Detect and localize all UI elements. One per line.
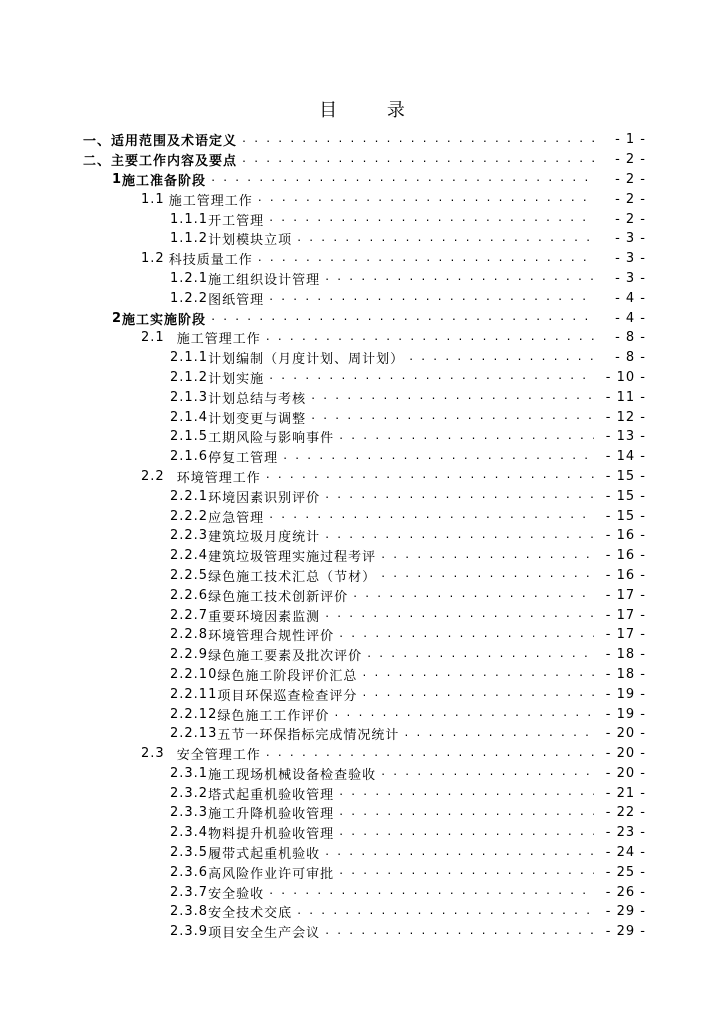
toc-entry-page: - 2 - (615, 152, 646, 168)
toc-dot-leader (268, 213, 594, 225)
table-of-contents (0, 130, 724, 942)
toc-entry-label: 开工管理 (208, 213, 265, 229)
toc-entry-number: 1 (112, 171, 123, 187)
toc-entry-page: - 16 - (605, 567, 646, 583)
toc-entry-page: - 11 - (605, 389, 646, 405)
toc-entry-number: 2.3.4 (170, 825, 209, 841)
toc-entry-label: 安全管理工作 (176, 748, 261, 764)
toc-entry-number: 2.2.2 (170, 508, 209, 524)
toc-entry[interactable] (0, 526, 724, 546)
toc-entry-page: - 29 - (605, 924, 646, 940)
toc-dot-leader (338, 629, 594, 641)
toc-dot-leader (403, 728, 594, 740)
toc-entry-label: 停复工管理 (208, 451, 279, 467)
toc-entry-page: - 16 - (605, 528, 646, 544)
toc-entry-number: 2.2.12 (170, 706, 218, 722)
toc-entry-label: 环境因素识别评价 (208, 490, 321, 506)
toc-dot-leader (324, 926, 594, 938)
toc-entry-label: 环境管理工作 (176, 470, 261, 486)
toc-entry[interactable] (0, 764, 724, 784)
toc-entry-page: - 2 - (615, 211, 646, 227)
toc-entry-label: 计划编制（月度计划、周计划） (208, 352, 405, 368)
toc-dot-leader (257, 253, 594, 265)
toc-entry-label: 塔式起重机验收管理 (208, 787, 335, 803)
toc-entry-label: 履带式起重机验收 (208, 847, 321, 863)
toc-entry-number: 2.1.5 (170, 429, 209, 445)
toc-entry-page: - 14 - (605, 449, 646, 465)
toc-dot-leader (338, 827, 594, 839)
toc-entry-number: 2.2.11 (170, 686, 218, 702)
toc-entry-page: - 17 - (605, 607, 646, 623)
toc-dot-leader (257, 193, 594, 205)
toc-dot-leader (324, 847, 594, 859)
toc-entry[interactable] (0, 348, 724, 368)
toc-dot-leader (265, 748, 594, 760)
toc-entry-page: - 15 - (605, 488, 646, 504)
toc-entry-label: 绿色施工阶段评价汇总 (217, 668, 358, 684)
toc-dot-leader (282, 451, 594, 463)
toc-entry[interactable] (0, 150, 724, 170)
toc-entry-page: - 1 - (615, 132, 646, 148)
toc-entry[interactable] (0, 724, 724, 744)
toc-dot-leader (352, 589, 594, 601)
toc-dot-leader (338, 866, 594, 878)
toc-entry[interactable] (0, 387, 724, 407)
toc-entry-number: 2.1.3 (170, 389, 209, 405)
toc-entry[interactable] (0, 229, 724, 249)
toc-entry[interactable] (0, 783, 724, 803)
toc-entry-label: 图纸管理 (208, 292, 265, 308)
toc-entry-label: 施工现场机械设备检查验收 (208, 767, 377, 783)
toc-entry[interactable] (0, 407, 724, 427)
toc-entry-label: 主要工作内容及要点 (111, 154, 238, 170)
toc-dot-leader (361, 668, 594, 680)
toc-entry-page: - 4 - (615, 290, 646, 306)
toc-entry-page: - 19 - (605, 706, 646, 722)
toc-entry[interactable] (0, 209, 724, 229)
toc-entry-number: 2.3.5 (170, 845, 209, 861)
toc-entry-page: - 10 - (605, 369, 646, 385)
toc-entry-number: 2.2.6 (170, 587, 209, 603)
toc-entry[interactable] (0, 882, 724, 902)
toc-entry-label: 高风险作业许可审批 (208, 866, 335, 882)
toc-entry-number: 2.2.9 (170, 647, 209, 663)
toc-entry-page: - 8 - (615, 350, 646, 366)
toc-entry[interactable] (0, 130, 724, 150)
toc-dot-leader (310, 411, 594, 423)
toc-entry-page: - 16 - (605, 548, 646, 564)
toc-entry-page: - 21 - (605, 785, 646, 801)
toc-dot-leader (241, 154, 594, 166)
toc-entry-label: 施工升降机验收管理 (208, 807, 335, 823)
toc-entry-page: - 19 - (605, 686, 646, 702)
toc-dot-leader (265, 470, 594, 482)
toc-entry-page: - 2 - (615, 191, 646, 207)
toc-entry-page: - 4 - (615, 310, 646, 326)
toc-entry[interactable] (0, 189, 724, 209)
toc-entry-number: 1.1.1 (170, 211, 209, 227)
toc-entry-page: - 22 - (605, 805, 646, 821)
toc-entry[interactable] (0, 704, 724, 724)
toc-entry-label: 计划实施 (208, 371, 265, 387)
toc-entry-number: 1.2.1 (170, 270, 209, 286)
toc-entry-label: 建筑垃圾月度统计 (208, 530, 321, 546)
toc-entry[interactable] (0, 328, 724, 348)
toc-dot-leader (338, 807, 594, 819)
toc-entry[interactable] (0, 308, 724, 328)
toc-entry-label: 施工管理工作 (168, 193, 253, 209)
toc-entry-page: - 17 - (605, 627, 646, 643)
toc-entry[interactable] (0, 684, 724, 704)
toc-dot-leader (380, 569, 594, 581)
toc-entry-page: - 23 - (605, 825, 646, 841)
toc-entry-page: - 2 - (615, 171, 646, 187)
toc-entry-page: - 13 - (605, 429, 646, 445)
toc-entry[interactable] (0, 605, 724, 625)
toc-entry-label: 计划变更与调整 (208, 411, 307, 427)
toc-entry-page: - 20 - (605, 765, 646, 781)
toc-entry[interactable] (0, 744, 724, 764)
toc-entry[interactable] (0, 843, 724, 863)
toc-dot-leader (268, 371, 594, 383)
toc-entry-number: 2 (112, 310, 123, 326)
toc-entry-number: 2.2.10 (170, 666, 218, 682)
toc-entry-number: 1.1.2 (170, 231, 209, 247)
toc-dot-leader (380, 550, 594, 562)
toc-entry-label: 安全验收 (208, 886, 265, 902)
toc-entry[interactable] (0, 823, 724, 843)
toc-entry-page: - 29 - (605, 904, 646, 920)
toc-entry[interactable] (0, 447, 724, 467)
toc-dot-leader (210, 312, 594, 324)
toc-entry-number: 2.1.1 (170, 350, 209, 366)
toc-entry-label: 绿色施工工作评价 (217, 708, 330, 724)
toc-dot-leader (333, 708, 594, 720)
toc-dot-leader (338, 787, 594, 799)
toc-entry-label: 项目环保巡查检查评分 (217, 688, 358, 704)
toc-entry-page: - 24 - (605, 845, 646, 861)
toc-entry-label: 计划模块立项 (208, 233, 293, 249)
toc-entry[interactable] (0, 546, 724, 566)
toc-entry-label: 施工实施阶段 (122, 312, 207, 328)
toc-entry-number: 2.2.5 (170, 567, 209, 583)
toc-entry-number: 二、 (83, 154, 112, 170)
toc-dot-leader (324, 609, 594, 621)
toc-dot-leader (268, 886, 594, 898)
toc-entry-label: 项目安全生产会议 (208, 926, 321, 942)
toc-entry-label: 建筑垃圾管理实施过程考评 (208, 550, 377, 566)
toc-dot-leader (361, 688, 594, 700)
toc-entry-number: 2.3.7 (170, 884, 209, 900)
toc-dot-leader (265, 332, 594, 344)
toc-entry-label: 物料提升机验收管理 (208, 827, 335, 843)
toc-entry-label: 计划总结与考核 (208, 391, 307, 407)
toc-entry-page: - 3 - (615, 270, 646, 286)
toc-dot-leader (268, 292, 594, 304)
toc-entry-page: - 25 - (605, 864, 646, 880)
toc-entry-label: 施工组织设计管理 (208, 272, 321, 288)
toc-entry-label: 五节一环保指标完成情况统计 (217, 728, 400, 744)
toc-entry-page: - 18 - (605, 666, 646, 682)
toc-dot-leader (408, 352, 594, 364)
toc-entry-label: 科技质量工作 (168, 253, 253, 269)
toc-dot-leader (366, 649, 594, 661)
toc-entry-number: 2.2.3 (170, 528, 209, 544)
toc-entry-page: - 20 - (605, 726, 646, 742)
toc-dot-leader (380, 767, 594, 779)
toc-entry-number: 2.3.2 (170, 785, 209, 801)
toc-dot-leader (324, 530, 594, 542)
toc-entry-number: 1.2.2 (170, 290, 209, 306)
toc-entry-number: 2.2 (141, 468, 165, 484)
toc-entry-page: - 17 - (605, 587, 646, 603)
toc-entry-label: 施工管理工作 (176, 332, 261, 348)
toc-entry-number: 2.2.13 (170, 726, 218, 742)
toc-entry[interactable] (0, 506, 724, 526)
toc-entry-page: - 12 - (605, 409, 646, 425)
toc-entry[interactable] (0, 249, 724, 269)
toc-entry[interactable] (0, 269, 724, 289)
toc-entry-number: 2.1.6 (170, 449, 209, 465)
toc-entry-label: 重要环境因素监测 (208, 609, 321, 625)
toc-entry[interactable] (0, 645, 724, 665)
toc-dot-leader (210, 173, 594, 185)
toc-entry-label: 绿色施工技术汇总（节材） (208, 569, 377, 585)
toc-dot-leader (296, 233, 594, 245)
toc-entry-page: - 3 - (615, 251, 646, 267)
page-title: 目 录 (319, 100, 427, 121)
toc-entry-number: 2.3.9 (170, 924, 209, 940)
toc-entry-label: 绿色施工技术创新评价 (208, 589, 349, 605)
toc-entry-label: 工期风险与影响事件 (208, 431, 335, 447)
toc-entry[interactable] (0, 625, 724, 645)
toc-entry[interactable] (0, 427, 724, 447)
toc-entry-page: - 15 - (605, 468, 646, 484)
toc-entry[interactable] (0, 288, 724, 308)
toc-entry-number: 2.2.8 (170, 627, 209, 643)
toc-entry-label: 安全技术交底 (208, 906, 293, 922)
toc-entry[interactable] (0, 486, 724, 506)
toc-entry[interactable] (0, 665, 724, 685)
toc-entry-number: 一、 (83, 134, 112, 150)
toc-dot-leader (324, 272, 594, 284)
toc-entry-number: 2.2.1 (170, 488, 209, 504)
toc-entry[interactable] (0, 803, 724, 823)
toc-entry[interactable] (0, 566, 724, 586)
toc-entry[interactable] (0, 467, 724, 487)
toc-dot-leader (310, 391, 594, 403)
toc-entry-label: 环境管理合规性评价 (208, 629, 335, 645)
toc-dot-leader (296, 906, 594, 918)
toc-dot-leader (324, 490, 594, 502)
toc-entry[interactable] (0, 902, 724, 922)
toc-entry-page: - 26 - (605, 884, 646, 900)
toc-entry-page: - 15 - (605, 508, 646, 524)
toc-dot-leader (268, 510, 594, 522)
toc-entry[interactable] (0, 368, 724, 388)
toc-dot-leader (338, 431, 594, 443)
toc-entry-number: 2.1.4 (170, 409, 209, 425)
toc-entry-label: 绿色施工要素及批次评价 (208, 649, 363, 665)
toc-entry-number: 1.1 (141, 191, 165, 207)
toc-entry-number: 2.1 (141, 330, 165, 346)
toc-entry-number: 1.2 (141, 251, 165, 267)
toc-entry[interactable] (0, 922, 724, 942)
toc-entry[interactable] (0, 585, 724, 605)
toc-entry-page: - 8 - (615, 330, 646, 346)
toc-entry-number: 2.3.6 (170, 864, 209, 880)
toc-dot-leader (241, 134, 594, 146)
toc-entry-label: 适用范围及术语定义 (111, 134, 238, 150)
toc-entry-number: 2.3.1 (170, 765, 209, 781)
toc-entry-number: 2.1.2 (170, 369, 209, 385)
toc-entry-page: - 18 - (605, 647, 646, 663)
toc-entry-label: 应急管理 (208, 510, 265, 526)
toc-entry-page: - 3 - (615, 231, 646, 247)
toc-entry[interactable] (0, 862, 724, 882)
toc-entry-number: 2.3.8 (170, 904, 209, 920)
toc-entry-page: - 20 - (605, 746, 646, 762)
toc-entry-label: 施工准备阶段 (122, 173, 207, 189)
toc-entry-number: 2.3.3 (170, 805, 209, 821)
toc-entry-number: 2.2.4 (170, 548, 209, 564)
toc-entry[interactable] (0, 170, 724, 190)
toc-entry-number: 2.2.7 (170, 607, 209, 623)
toc-entry-number: 2.3 (141, 746, 165, 762)
